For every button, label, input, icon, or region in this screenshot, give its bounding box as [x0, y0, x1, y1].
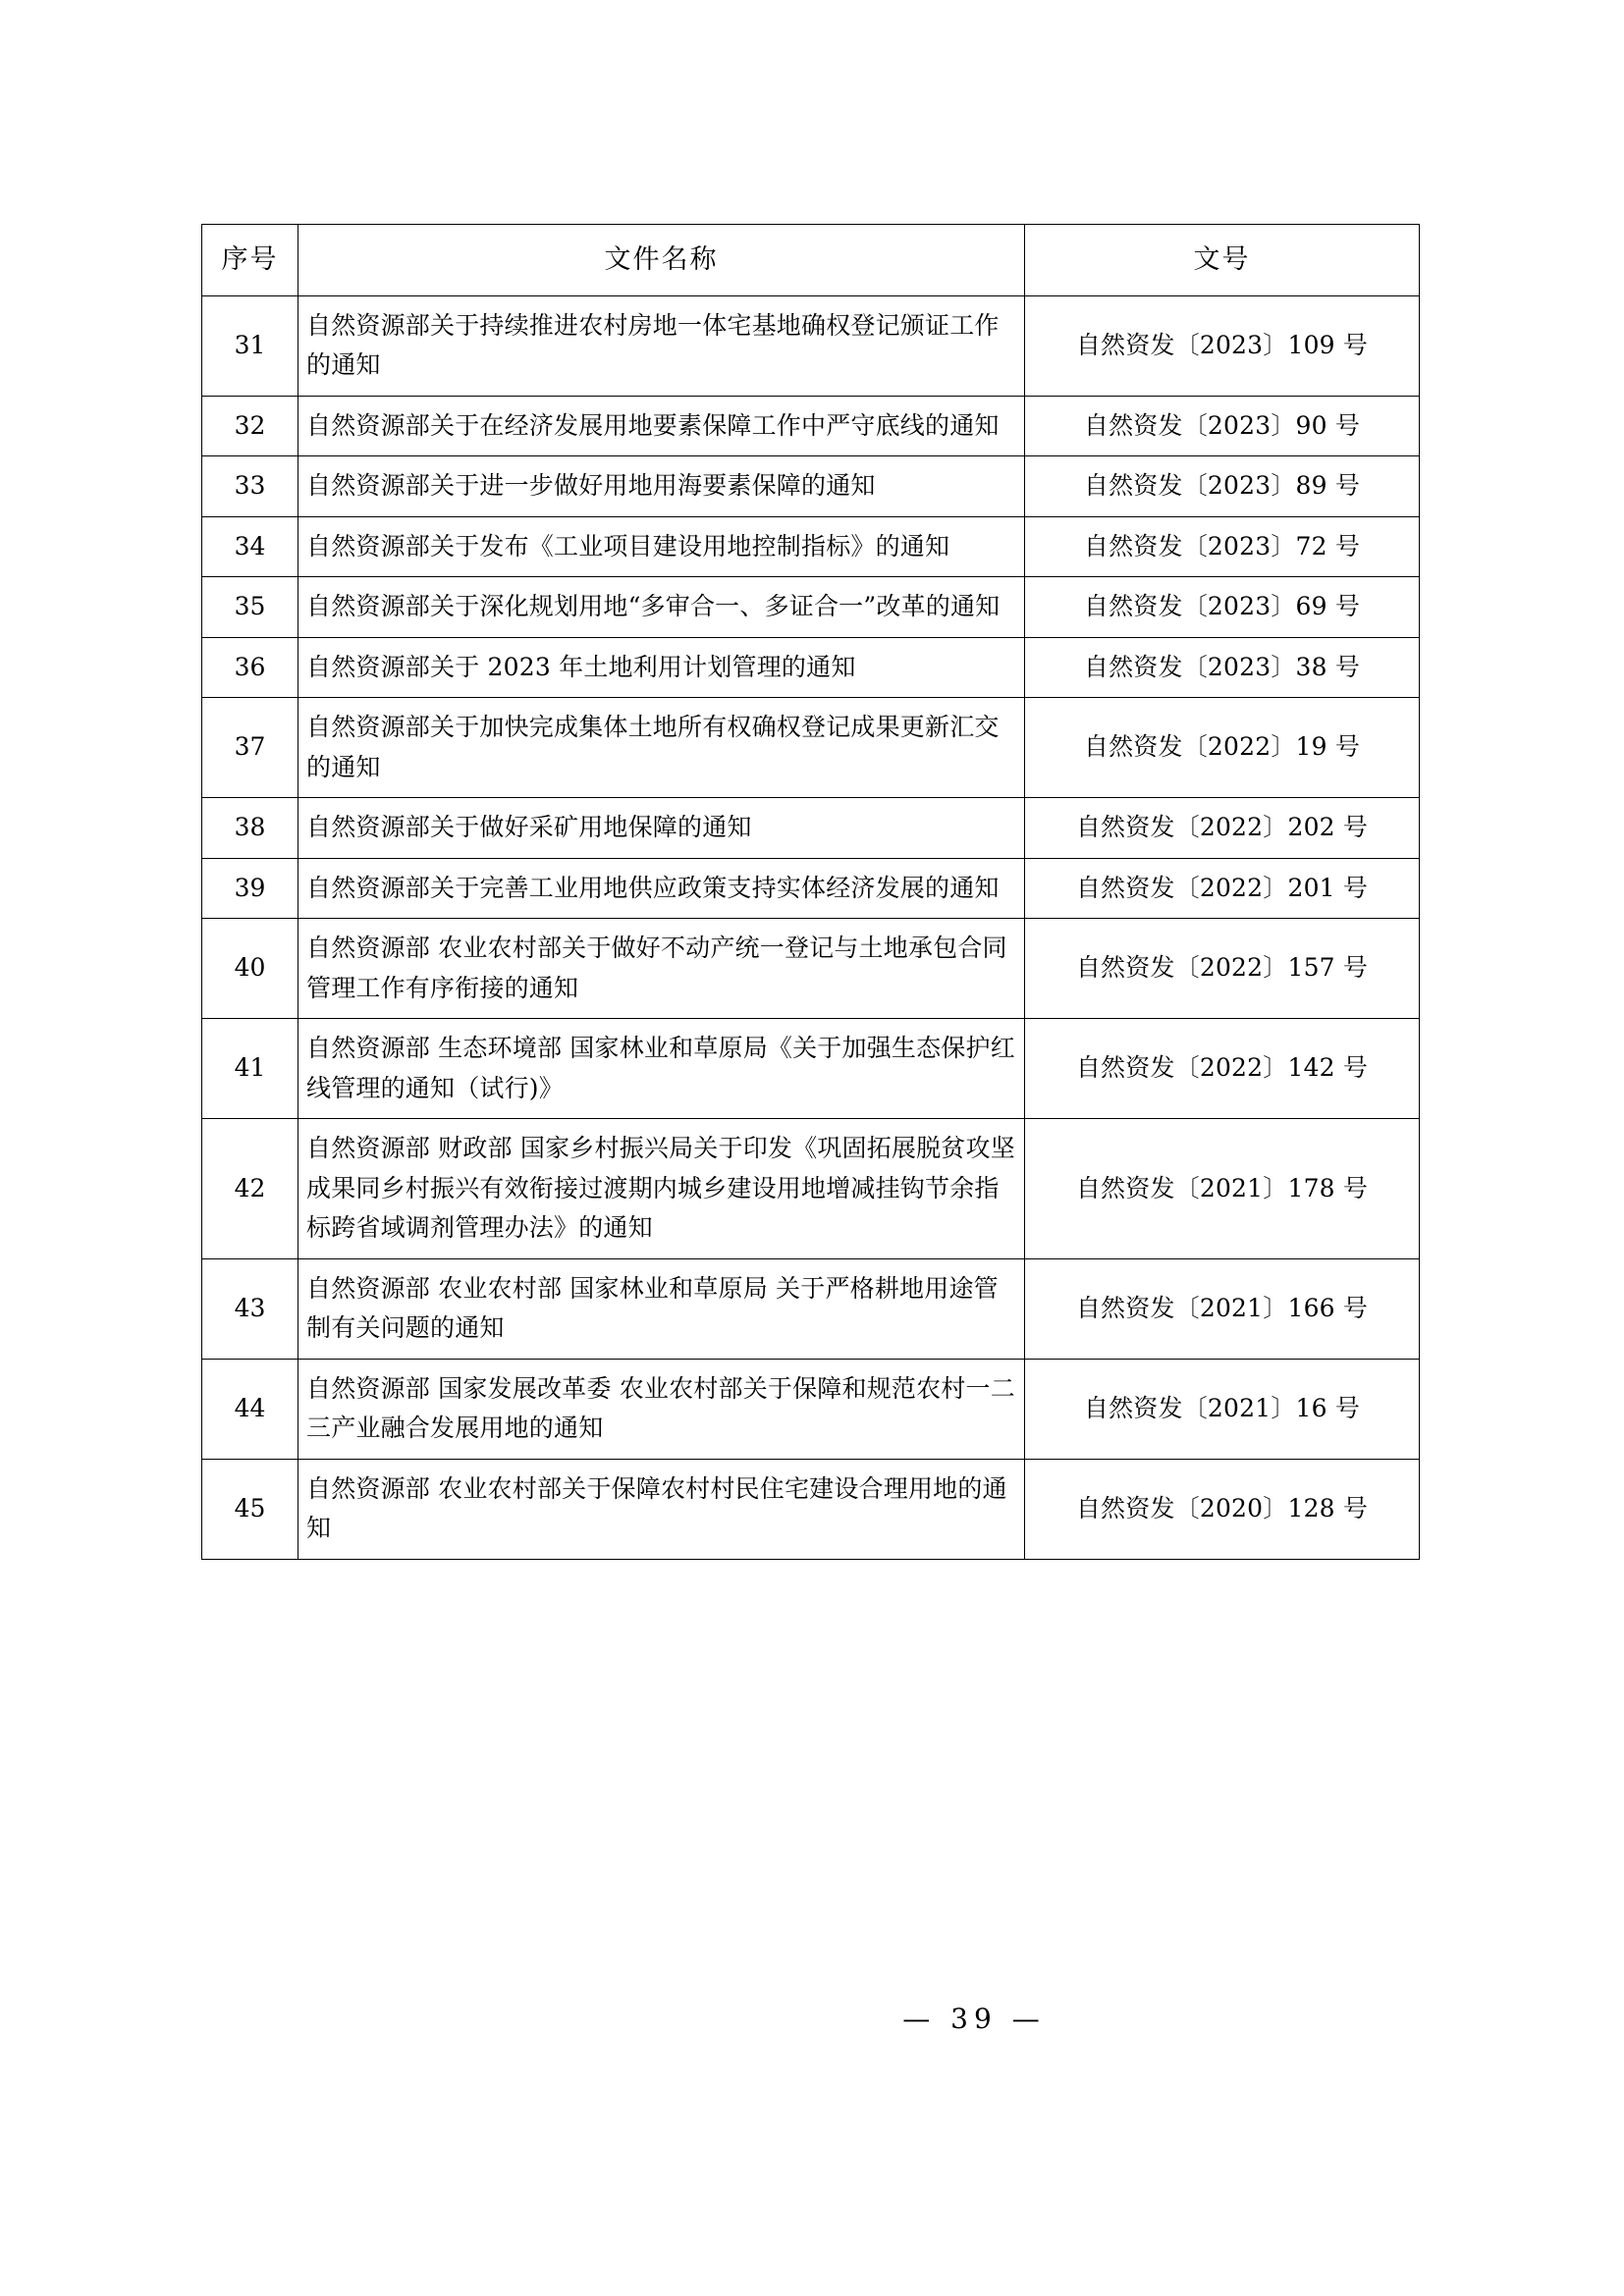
cell-name: 自然资源部关于在经济发展用地要素保障工作中严守底线的通知	[298, 396, 1025, 456]
cell-docno: 自然资发〔2023〕69 号	[1025, 577, 1420, 638]
cell-name: 自然资源部关于 2023 年土地利用计划管理的通知	[298, 637, 1025, 698]
cell-docno: 自然资发〔2023〕90 号	[1025, 396, 1420, 456]
table-row	[202, 456, 1420, 517]
table-row	[202, 1459, 1420, 1559]
cell-docno: 自然资发〔2022〕202 号	[1025, 798, 1420, 859]
cell-name: 自然资源部关于持续推进农村房地一体宅基地确权登记颁证工作的通知	[298, 295, 1025, 396]
cell-seq: 34	[202, 516, 298, 577]
cell-docno: 自然资发〔2022〕157 号	[1025, 919, 1420, 1019]
cell-seq: 36	[202, 637, 298, 698]
table-row	[202, 1019, 1420, 1119]
page-number-text: — 39 —	[902, 2002, 1046, 2035]
column-header-name: 文件名称	[298, 225, 1025, 296]
cell-seq: 32	[202, 396, 298, 456]
table-row	[202, 858, 1420, 919]
cell-docno: 自然资发〔2023〕89 号	[1025, 456, 1420, 517]
column-header-seq: 序号	[202, 225, 298, 296]
cell-seq: 39	[202, 858, 298, 919]
cell-name: 自然资源部关于加快完成集体土地所有权确权登记成果更新汇交的通知	[298, 698, 1025, 798]
cell-docno: 自然资发〔2023〕109 号	[1025, 295, 1420, 396]
table-row	[202, 919, 1420, 1019]
cell-docno: 自然资发〔2021〕178 号	[1025, 1119, 1420, 1259]
table-row	[202, 1258, 1420, 1359]
cell-seq: 44	[202, 1359, 298, 1459]
cell-name: 自然资源部 财政部 国家乡村振兴局关于印发《巩固拓展脱贫攻坚成果同乡村振兴有效衔接过渡期内城乡建设用地增减挂钩节余指标跨省域调剂管理办法》的通知	[298, 1119, 1025, 1259]
cell-docno: 自然资发〔2020〕128 号	[1025, 1459, 1420, 1559]
table-row	[202, 698, 1420, 798]
cell-docno: 自然资发〔2023〕72 号	[1025, 516, 1420, 577]
table-row	[202, 295, 1420, 396]
table-row	[202, 798, 1420, 859]
cell-docno: 自然资发〔2022〕19 号	[1025, 698, 1420, 798]
cell-name: 自然资源部 农业农村部关于做好不动产统一登记与土地承包合同管理工作有序衔接的通知	[298, 919, 1025, 1019]
table-row	[202, 396, 1420, 456]
cell-seq: 42	[202, 1119, 298, 1259]
cell-seq: 37	[202, 698, 298, 798]
cell-docno: 自然资发〔2022〕142 号	[1025, 1019, 1420, 1119]
cell-seq: 45	[202, 1459, 298, 1559]
table-row	[202, 516, 1420, 577]
cell-name: 自然资源部 农业农村部关于保障农村村民住宅建设合理用地的通知	[298, 1459, 1025, 1559]
cell-name: 自然资源部关于进一步做好用地用海要素保障的通知	[298, 456, 1025, 517]
cell-name: 自然资源部 生态环境部 国家林业和草原局《关于加强生态保护红线管理的通知（试行)》	[298, 1019, 1025, 1119]
cell-name: 自然资源部 农业农村部 国家林业和草原局 关于严格耕地用途管制有关问题的通知	[298, 1258, 1025, 1359]
cell-seq: 35	[202, 577, 298, 638]
cell-docno: 自然资发〔2021〕16 号	[1025, 1359, 1420, 1459]
page-number	[0, 2002, 1624, 2035]
cell-docno: 自然资发〔2021〕166 号	[1025, 1258, 1420, 1359]
policy-documents-table	[201, 224, 1420, 1560]
cell-name: 自然资源部关于做好采矿用地保障的通知	[298, 798, 1025, 859]
column-header-docno: 文号	[1025, 225, 1420, 296]
cell-seq: 43	[202, 1258, 298, 1359]
cell-seq: 38	[202, 798, 298, 859]
cell-seq: 41	[202, 1019, 298, 1119]
table-row	[202, 1119, 1420, 1259]
cell-docno: 自然资发〔2023〕38 号	[1025, 637, 1420, 698]
cell-name: 自然资源部 国家发展改革委 农业农村部关于保障和规范农村一二三产业融合发展用地的通知	[298, 1359, 1025, 1459]
table-row	[202, 637, 1420, 698]
table-row	[202, 1359, 1420, 1459]
cell-name: 自然资源部关于完善工业用地供应政策支持实体经济发展的通知	[298, 858, 1025, 919]
cell-name: 自然资源部关于深化规划用地“多审合一、多证合一”改革的通知	[298, 577, 1025, 638]
table-row	[202, 577, 1420, 638]
cell-seq: 40	[202, 919, 298, 1019]
cell-name: 自然资源部关于发布《工业项目建设用地控制指标》的通知	[298, 516, 1025, 577]
table-header-row	[202, 225, 1420, 296]
cell-docno: 自然资发〔2022〕201 号	[1025, 858, 1420, 919]
cell-seq: 33	[202, 456, 298, 517]
cell-seq: 31	[202, 295, 298, 396]
